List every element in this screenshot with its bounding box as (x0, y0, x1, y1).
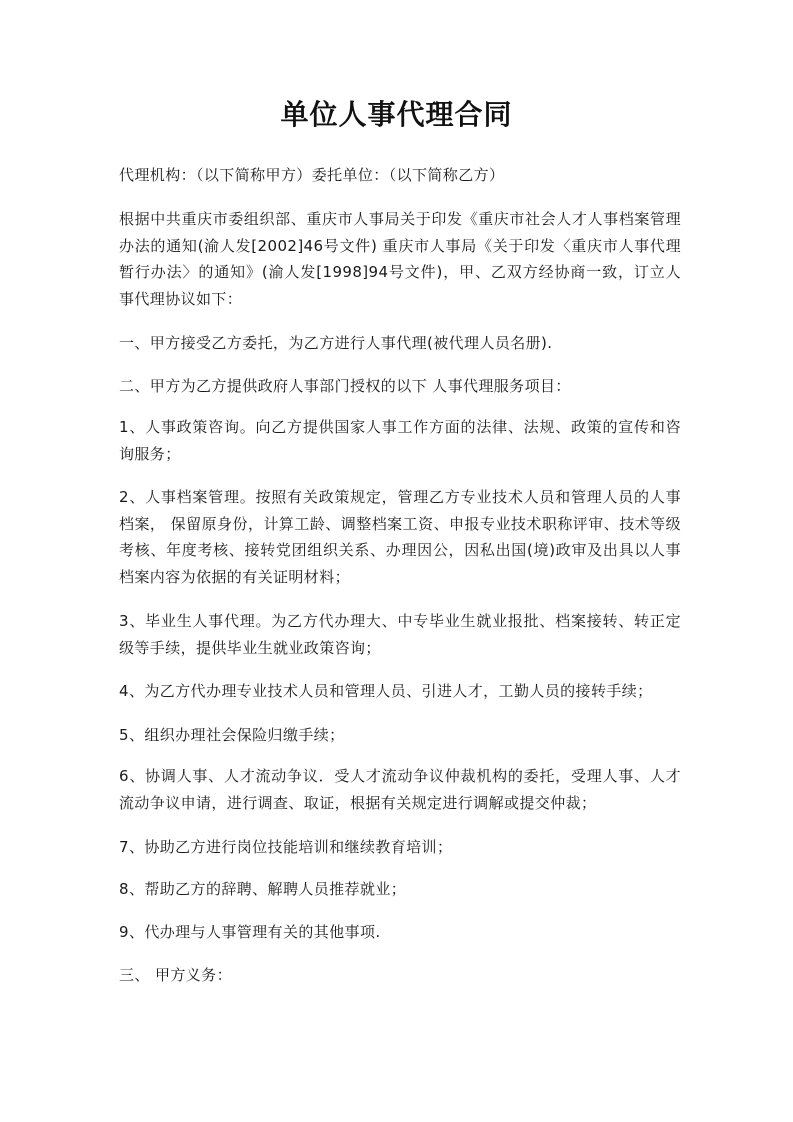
clause-2: 二、甲方为乙方提供政府人事部门授权的以下 人事代理服务项目： (119, 377, 571, 395)
parties-line: 代理机构：（以下简称甲方）委托单位：（以下简称乙方） (119, 166, 505, 184)
service-item-4: 4、为乙方代办理专业技术人员和管理人员、引进人才，工勤人员的接转手续； (119, 682, 653, 700)
service-item-6: 6、协调人事、人才流动争议．受人才流动争议仲裁机构的委托，受理人事、人才流动争议申请，进行调查、取证，根据有关规定进行调解或提交仲裁； (119, 767, 681, 812)
clause-3-heading: 三、 甲方义务： (119, 966, 232, 984)
service-item-3: 3、毕业生人事代理。为乙方代办理大、中专毕业生就业报批、档案接转、转正定级等手续，提供毕业生就业政策咨询； (119, 612, 681, 657)
preamble-paragraph: 根据中共重庆市委组织部、重庆市人事局关于印发《重庆市社会人才人事档案管理办法的通知(渝人发[2002]46号文件) 重庆市人事局《关于印发〈重庆市人事代理暂行办法〉的通知》(渝人发[1998]94号文件)，甲、乙双方经协商一致，订立人事代理协议如下： (119, 210, 681, 308)
service-item-2: 2、人事档案管理。按照有关政策规定，管理乙方专业技术人员和管理人员的人事档案， 保留原身份，计算工龄、调整档案工资、申报专业技术职称评审、技术等级考核、年度考核、接转党团组织关系、办理因公，因私出国(境)政审及出具以人事档案内容为依据的有关证明材料； (119, 488, 681, 586)
document-title: 单位人事代理合同 (280, 98, 513, 131)
service-item-7: 7、协助乙方进行岗位技能培训和继续教育培训； (119, 838, 453, 856)
service-item-8: 8、帮助乙方的辞聘、解聘人员推荐就业； (119, 880, 407, 898)
service-item-9: 9、代办理与人事管理有关的其他事项. (119, 923, 381, 941)
clause-1: 一、甲方接受乙方委托，为乙方进行人事代理(被代理人员名册). (119, 334, 553, 352)
service-item-1: 1、人事政策咨询。向乙方提供国家人事工作方面的法律、法规、政策的宣传和咨询服务； (119, 418, 681, 463)
service-item-5: 5、组织办理社会保险归缴手续； (119, 726, 345, 744)
